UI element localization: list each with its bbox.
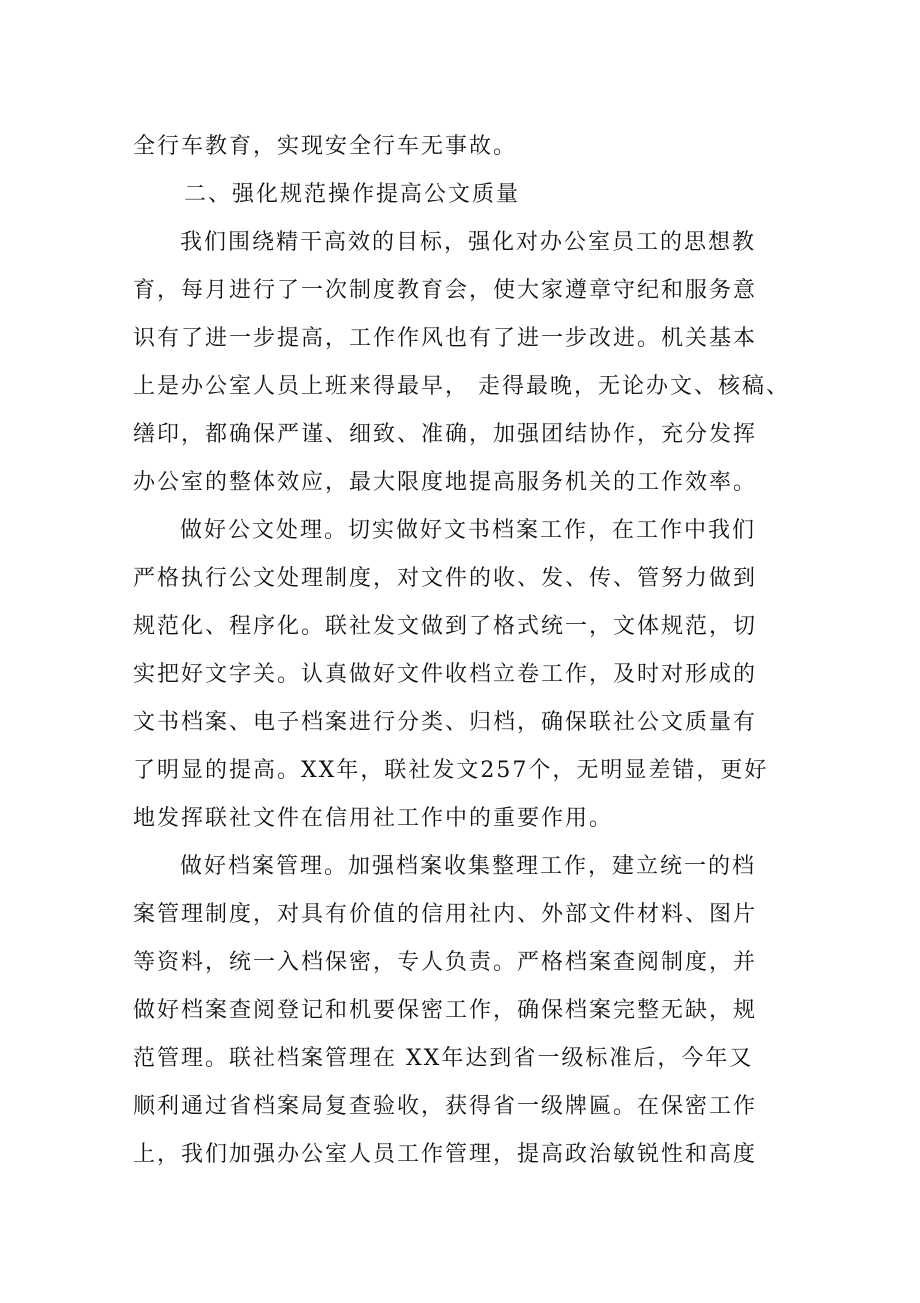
text-line-8: 办公室的整体效应，最大限度地提高服务机关的工作效率。 (133, 470, 758, 495)
text-line-11: 规范化、程序化。联社发文做到了格式统一，文体规范，切 (133, 614, 758, 639)
text-line-17: 案管理制度，对具有价值的信用社内、外部文件材料、图片 (133, 902, 758, 927)
text-line-1: 全行车教育，实现安全行车无事故。 (133, 134, 518, 159)
text-line-18: 等资料，统一入档保密，专人负责。严格档案查阅制度，并 (133, 950, 758, 975)
text-line-19: 做好档案查阅登记和机要保密工作，确保档案完整无缺，规 (133, 998, 758, 1023)
text-line-22: 上，我们加强办公室人员工作管理，提高政治敏锐性和高度 (133, 1142, 758, 1167)
text-line-3: 我们围绕精干高效的目标，强化对办公室员工的思想教 (180, 230, 757, 255)
section-heading: 二、强化规范操作提高公文质量 (184, 182, 521, 207)
text-line-7: 缮印，都确保严谨、细致、准确，加强团结协作，充分发挥 (133, 422, 758, 447)
text-line-12: 实把好文字关。认真做好文件收档立卷工作，及时对形成的 (133, 662, 758, 687)
text-line-6: 上是办公室人员上班来得最早， 走得最晚，无论办文、核稿、 (133, 374, 790, 399)
text-line-16: 做好档案管理。加强档案收集整理工作，建立统一的档 (180, 854, 757, 879)
text-line-21: 顺利通过省档案局复查验收，获得省一级牌匾。在保密工作 (133, 1094, 758, 1119)
text-line-10: 严格执行公文处理制度，对文件的收、发、传、管努力做到 (133, 566, 758, 591)
text-line-5: 识有了进一步提高，工作作风也有了进一步改进。机关基本 (133, 326, 758, 351)
text-line-14: 了明显的提高。XX年，联社发文257个，无明显差错，更好 (133, 758, 769, 783)
text-line-13: 文书档案、电子档案进行分类、归档，确保联社公文质量有 (133, 710, 758, 735)
text-line-9: 做好公文处理。切实做好文书档案工作，在工作中我们 (180, 518, 757, 543)
text-line-4: 育，每月进行了一次制度教育会，使大家遵章守纪和服务意 (133, 278, 758, 303)
text-line-15: 地发挥联社文件在信用社工作中的重要作用。 (133, 806, 614, 831)
text-line-20: 范管理。联社档案管理在 XX年达到省一级标准后，今年又 (133, 1046, 754, 1071)
